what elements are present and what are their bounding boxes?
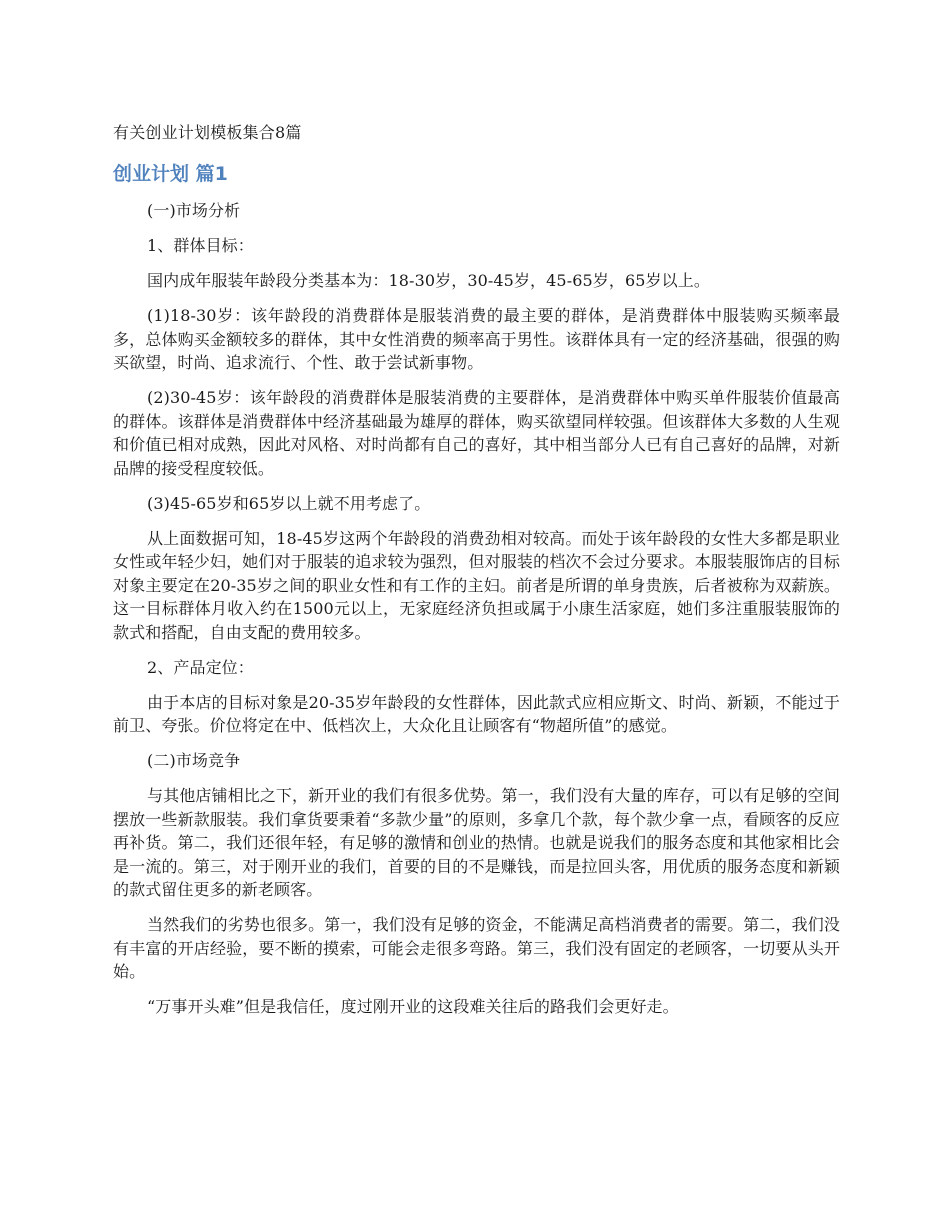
paragraph-disadvantages: 当然我们的劣势也很多。第一，我们没有足够的资金，不能满足高档消费者的需要。第二，我们没有丰富的开店经验，要不断的摸索，可能会走很多弯路。第三，我们没有固定的老顾客，一切要从头开始。	[113, 915, 840, 981]
document-title: 有关创业计划模板集合8篇	[113, 123, 302, 142]
subsection-market-analysis: (一)市场分析	[147, 201, 241, 220]
paragraph-age-30-45: (2)30-45岁：该年龄段的消费群体是服装消费的主要群体，是消费群体中购买单件服装价值最高的群体。该群体是消费群体中经济基础最为雄厚的群体，购买欲望同样较强。但该群体大多数的人生观和价值已相对成熟，因此对风格、对时尚都有自己的喜好，其中相当部分人已有自己喜好的品牌，对新品牌的接受程度较低。	[113, 388, 840, 478]
paragraph-closing: “万事开头难”但是我信任，度过刚开业的这段难关往后的路我们会更好走。	[147, 997, 679, 1016]
subsection-market-competition: (二)市场竞争	[147, 751, 241, 770]
paragraph-age-18-30: (1)18-30岁：该年龄段的消费群体是服装消费的最主要的群体，是消费群体中服装购买频率最多，总体购买金额较多的群体，其中女性消费的频率高于男性。该群体具有一定的经济基础，很强的购买欲望，时尚、追求流行、个性、敢于尝试新事物。	[113, 306, 840, 372]
paragraph-age-45-65: (3)45-65岁和65岁以上就不用考虑了。	[147, 493, 431, 513]
paragraph-advantages: 与其他店铺相比之下，新开业的我们有很多优势。第一，我们没有大量的库存，可以有足够的空间摆放一些新款服装。我们拿货要秉着“多款少量”的原则，多拿几个款，每个款少拿一点，看顾客的反应再补货。第二，我们还很年轻，有足够的激情和创业的热情。也就是说我们的服务态度和其他家相比会是一流的。第三，对于刚开业的我们，首要的目的不是赚钱，而是拉回头客，用优质的服务态度和新颖的款式留住更多的新老顾客。	[113, 786, 840, 899]
section-heading: 创业计划 篇1	[113, 163, 228, 185]
paragraph-product-positioning: 由于本店的目标对象是20-35岁年龄段的女性群体，因此款式应相应斯文、时尚、新颖，不能过于前卫、夸张。价位将定在中、低档次上，大众化且让顾客有“物超所值”的感觉。	[113, 692, 840, 735]
paragraph-target-conclusion: 从上面数据可知，18-45岁这两个年龄段的消费劲相对较高。而处于该年龄段的女性大多都是职业女性或年轻少妇，她们对于服装的追求较为强烈，但对服装的档次不会过分要求。本服装服饰店的目标对象主要定在20-35岁之间的职业女性和有工作的主妇。前者是所谓的单身贵族，后者被称为双薪族。这一目标群体月收入约在1500元以上，无家庭经济负担或属于小康生活家庭，她们多注重服装服饰的款式和搭配，自由支配的费用较多。	[113, 528, 840, 642]
paragraph-age-groups: 国内成年服装年龄段分类基本为：18-30岁，30-45岁，45-65岁，65岁以上。	[147, 271, 710, 290]
item-target-group: 1、群体目标：	[147, 236, 254, 255]
item-product-positioning: 2、产品定位：	[147, 657, 254, 677]
